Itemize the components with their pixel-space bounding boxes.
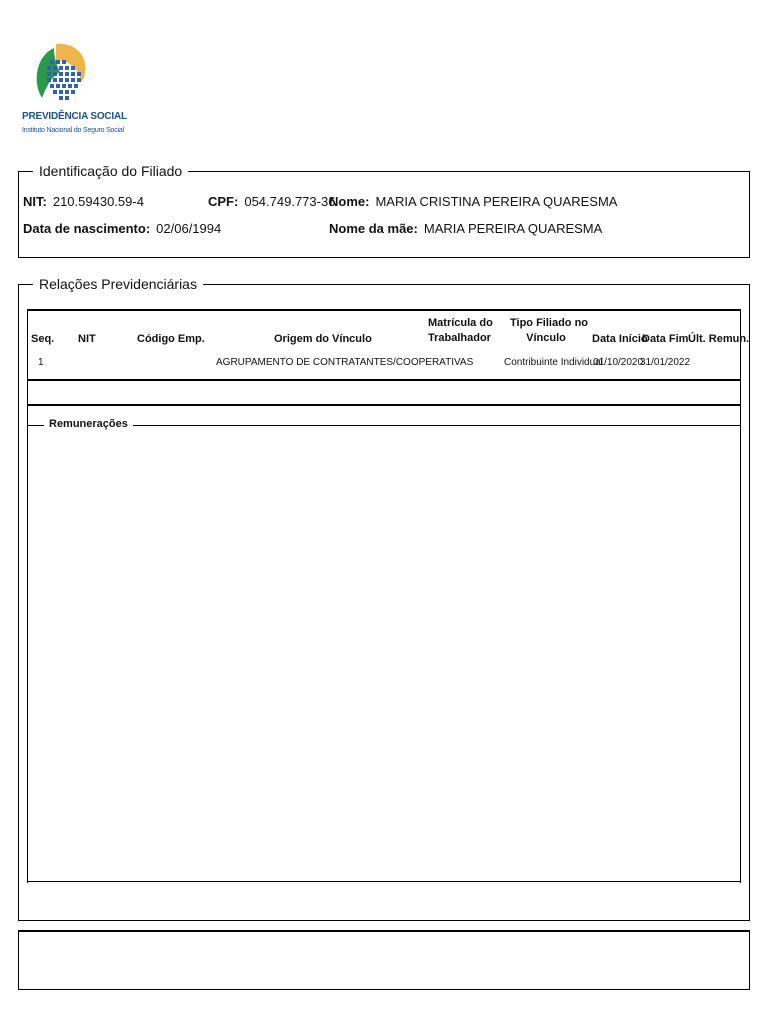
table-bottom-rule xyxy=(27,881,741,882)
cell-data-inicio: 01/10/2020 xyxy=(593,357,644,368)
cpf-value: 054.749.773-36 xyxy=(244,194,336,209)
identificacao-legend: Identificação do Filiado xyxy=(33,163,188,179)
identificacao-section xyxy=(18,163,750,258)
footer-box xyxy=(18,930,750,990)
nit-row xyxy=(23,194,144,209)
col-data-fim: Data Fim xyxy=(642,333,689,345)
table-left-rule xyxy=(27,309,28,883)
nascimento-row xyxy=(23,221,221,236)
mae-row xyxy=(329,221,602,236)
mae-label: Nome da mãe: xyxy=(329,221,418,236)
cell-tipo: Contribuinte Individual xyxy=(504,357,603,368)
nome-label: Nome: xyxy=(329,194,370,209)
table-row-bottom-rule xyxy=(27,379,741,381)
cell-origem: AGRUPAMENTO DE CONTRATANTES/COOPERATIVAS xyxy=(216,357,474,368)
remuneracoes-legend: Remunerações xyxy=(44,418,133,430)
previdencia-logo xyxy=(20,38,110,140)
mae-value: MARIA PEREIRA QUARESMA xyxy=(423,221,603,236)
cpf-label: CPF: xyxy=(208,194,239,209)
col-tipo xyxy=(510,316,589,346)
nit-value: 210.59430.59-4 xyxy=(52,194,144,209)
table-top-rule xyxy=(27,309,741,311)
table-second-rule xyxy=(27,404,741,406)
logo-title: PREVIDÊNCIA SOCIAL xyxy=(22,111,127,122)
nascimento-value: 02/06/1994 xyxy=(156,221,222,236)
nascimento-label: Data de nascimento: xyxy=(23,221,151,236)
col-tipo-line1: Tipo Filiado no xyxy=(510,317,589,329)
col-matricula xyxy=(428,316,493,346)
nome-row xyxy=(329,194,617,209)
cpf-row xyxy=(208,194,335,209)
table-right-rule xyxy=(740,309,741,883)
nit-label: NIT: xyxy=(23,194,47,209)
col-nit: NIT xyxy=(78,333,96,345)
col-matricula-line2: Trabalhador xyxy=(428,332,491,344)
cell-data-fim: 31/01/2022 xyxy=(640,357,691,368)
remuneracoes-rule xyxy=(27,425,741,426)
relacoes-legend: Relações Previdenciárias xyxy=(33,276,203,292)
nome-value: MARIA CRISTINA PEREIRA QUARESMA xyxy=(375,194,618,209)
col-seq: Seq. xyxy=(31,333,55,345)
col-origem: Origem do Vínculo xyxy=(274,333,372,345)
col-matricula-line1: Matrícula do xyxy=(428,317,493,329)
cell-seq: 1 xyxy=(38,357,44,368)
col-data-inicio: Data Início xyxy=(592,333,648,345)
col-tipo-line2: Vínculo xyxy=(526,332,566,344)
col-codigo: Código Emp. xyxy=(137,333,205,345)
col-ult-remun: Últ. Remun. xyxy=(688,333,750,345)
logo-subtitle: Instituto Nacional do Seguro Social xyxy=(22,127,124,134)
